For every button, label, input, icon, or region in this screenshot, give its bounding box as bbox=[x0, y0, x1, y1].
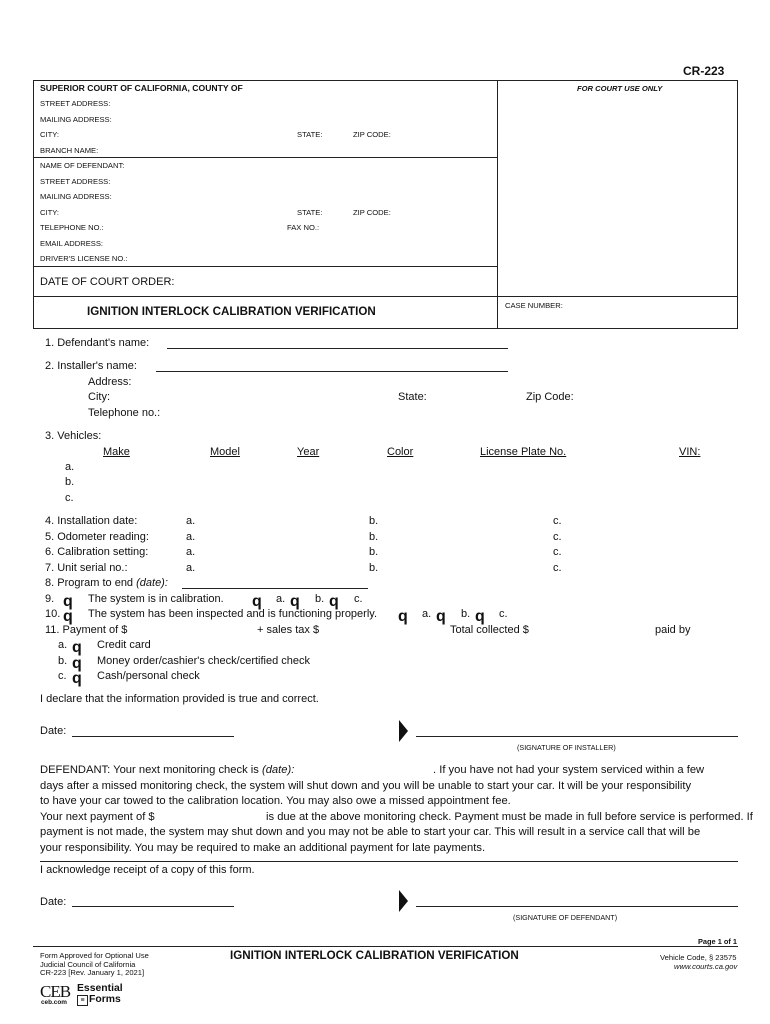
def-state-label: STATE: bbox=[297, 208, 323, 217]
item-8-text: 8. Program to end bbox=[45, 577, 137, 589]
col-plate: License Plate No. bbox=[480, 446, 567, 458]
form-approved-text: Form Approved for Optional Use bbox=[40, 951, 149, 960]
defendant-name-label: NAME OF DEFENDANT: bbox=[40, 161, 125, 170]
installer-name-field[interactable] bbox=[156, 371, 508, 372]
vehicle-code-text: Vehicle Code, § 23575 bbox=[660, 953, 737, 962]
row7-b: b. bbox=[369, 562, 379, 574]
telephone-label: TELEPHONE NO.: bbox=[40, 223, 104, 232]
sign-here-arrow-icon bbox=[399, 720, 408, 742]
installer-address-label: Address: bbox=[88, 376, 132, 388]
col-vin: VIN: bbox=[679, 446, 701, 458]
installer-state-label: State: bbox=[398, 391, 427, 403]
court-use-divider bbox=[497, 80, 498, 328]
row4-a: a. bbox=[186, 515, 196, 527]
col-make: Make bbox=[103, 446, 130, 458]
checkbox-credit-card[interactable]: q bbox=[72, 639, 82, 656]
item-9-a: a. bbox=[276, 593, 286, 605]
footer-form-title: IGNITION INTERLOCK CALIBRATION VERIFICATION bbox=[230, 949, 519, 962]
def-zip-label: ZIP CODE: bbox=[353, 208, 391, 217]
program-end-date-field[interactable] bbox=[182, 588, 368, 589]
payment-a-label: a. bbox=[58, 639, 68, 651]
for-court-use-label: FOR COURT USE ONLY bbox=[577, 84, 663, 93]
defendant-date-label: Date: bbox=[40, 896, 67, 908]
payment-c-label: c. bbox=[58, 670, 67, 682]
defendant-date-field[interactable] bbox=[72, 906, 234, 907]
total-collected-label: Total collected $ bbox=[450, 624, 529, 636]
notice-line-1-post: . If you have not had your system serviced within a few bbox=[433, 764, 705, 776]
form-title: IGNITION INTERLOCK CALIBRATION VERIFICATION bbox=[87, 305, 376, 318]
logo-essential-text: Essential bbox=[77, 983, 123, 994]
sales-tax-label: + sales tax $ bbox=[257, 624, 320, 636]
installer-city-label: City: bbox=[88, 391, 110, 403]
row5-a: a. bbox=[186, 531, 196, 543]
checkbox-item-9-b[interactable]: q bbox=[290, 593, 300, 610]
item-5-label: 5. Odometer reading: bbox=[45, 531, 149, 543]
defendant-name-field[interactable] bbox=[167, 348, 508, 349]
notice-line-6: your responsibility. You may be required to make an additional payment for late payments. bbox=[40, 842, 486, 854]
item-6-label: 6. Calibration setting: bbox=[45, 546, 149, 558]
item-10-c: c. bbox=[499, 608, 508, 620]
notice-line-3: to have your car towed to the calibration location. You may also owe a missed appointment fee. bbox=[40, 795, 511, 807]
vehicle-c-label: c. bbox=[65, 492, 74, 504]
def-mailing-label: MAILING ADDRESS: bbox=[40, 192, 112, 201]
item-4-label: 4. Installation date: bbox=[45, 515, 138, 527]
logo-ceb-text: CEB bbox=[40, 982, 71, 1001]
sign-here-arrow-icon bbox=[399, 890, 408, 912]
def-street-label: STREET ADDRESS: bbox=[40, 177, 111, 186]
revision-text: CR-223 [Rev. January 1, 2021] bbox=[40, 968, 145, 977]
row7-a: a. bbox=[186, 562, 196, 574]
notice-line-1 bbox=[40, 763, 294, 779]
case-number-label: CASE NUMBER: bbox=[505, 301, 563, 310]
cash-label: Cash/personal check bbox=[97, 670, 200, 682]
installer-date-field[interactable] bbox=[72, 736, 234, 737]
courts-url-text: www.courts.ca.gov bbox=[674, 962, 738, 971]
vehicle-b-label: b. bbox=[65, 476, 75, 488]
paid-by-label: paid by bbox=[655, 624, 691, 636]
form-number: CR-223 bbox=[683, 64, 725, 78]
col-color: Color bbox=[387, 446, 414, 458]
item-9-c: c. bbox=[354, 593, 363, 605]
row6-c: c. bbox=[553, 546, 562, 558]
item-8-date: (date): bbox=[136, 577, 168, 589]
checkbox-item-10[interactable]: q bbox=[63, 608, 73, 625]
date-of-court-order-label: DATE OF COURT ORDER: bbox=[40, 276, 175, 288]
notice-line-5: payment is not made, the system may shut down and you may not be able to start your car. This will result in a service call that will be bbox=[40, 826, 701, 838]
item-1-label: 1. Defendant's name: bbox=[45, 337, 150, 349]
header-right-border bbox=[737, 80, 738, 328]
defendant-signature-field[interactable] bbox=[416, 906, 738, 907]
col-model: Model bbox=[210, 446, 240, 458]
row7-c: c. bbox=[553, 562, 562, 574]
item-9-text: The system is in calibration. bbox=[88, 593, 224, 605]
payment-b-label: b. bbox=[58, 655, 68, 667]
checkbox-item-9[interactable]: q bbox=[63, 593, 73, 610]
item-8-label bbox=[45, 577, 168, 589]
notice-line-4-post: is due at the above monitoring check. Payment must be made in full before service is performed. If bbox=[266, 811, 753, 823]
branch-label: BRANCH NAME: bbox=[40, 146, 99, 155]
item-10-number: 10. bbox=[45, 608, 61, 620]
notice-divider bbox=[40, 861, 738, 862]
logo-forms-text: Forms bbox=[89, 994, 121, 1005]
item-2-label: 2. Installer's name: bbox=[45, 360, 137, 372]
acknowledge-text: I acknowledge receipt of a copy of this form. bbox=[40, 864, 255, 876]
checkbox-money-order[interactable]: q bbox=[72, 655, 82, 672]
installer-date-label: Date: bbox=[40, 725, 67, 737]
court-name-label: SUPERIOR COURT OF CALIFORNIA, COUNTY OF bbox=[40, 83, 243, 93]
judicial-council-text: Judicial Council of California bbox=[40, 960, 136, 969]
installer-telephone-label: Telephone no.: bbox=[88, 407, 161, 419]
footer-divider bbox=[33, 946, 738, 947]
item-9-b: b. bbox=[315, 593, 325, 605]
notice-line-1-date: (date): bbox=[261, 764, 295, 776]
street-address-label: STREET ADDRESS: bbox=[40, 99, 111, 108]
page-number: Page 1 of 1 bbox=[698, 937, 738, 946]
item-10-b: b. bbox=[461, 608, 471, 620]
row4-c: c. bbox=[553, 515, 562, 527]
checkbox-item-9-c[interactable]: q bbox=[329, 593, 339, 610]
vehicle-a-label: a. bbox=[65, 461, 75, 473]
header-left-border bbox=[33, 80, 34, 328]
row6-b: b. bbox=[369, 546, 379, 558]
title-section-divider bbox=[33, 296, 738, 297]
item-7-label: 7. Unit serial no.: bbox=[45, 562, 128, 574]
row6-a: a. bbox=[186, 546, 196, 558]
header-bottom-border bbox=[33, 328, 738, 329]
installer-signature-label: (SIGNATURE OF INSTALLER) bbox=[517, 743, 616, 752]
money-order-label: Money order/cashier's check/certified check bbox=[97, 655, 311, 667]
email-label: EMAIL ADDRESS: bbox=[40, 239, 104, 248]
defendant-signature-label: (SIGNATURE OF DEFENDANT) bbox=[513, 913, 618, 922]
installer-zip-label: Zip Code: bbox=[526, 391, 574, 403]
item-10-a: a. bbox=[422, 608, 432, 620]
row4-b: b. bbox=[369, 515, 379, 527]
checkbox-item-10-a[interactable]: q bbox=[398, 608, 408, 625]
court-section-divider bbox=[33, 157, 497, 158]
col-year: Year bbox=[297, 446, 320, 458]
item-11-label: 11. Payment of $ bbox=[45, 624, 128, 636]
row5-b: b. bbox=[369, 531, 379, 543]
notice-line-2: days after a missed monitoring check, the system will shut down and you will be unable to start your car. It will be your responsibility bbox=[40, 780, 692, 792]
notice-line-1-pre: DEFENDANT: Your next monitoring check is bbox=[40, 764, 262, 776]
notice-line-4-pre: Your next payment of $ bbox=[40, 811, 155, 823]
fax-label: FAX NO.: bbox=[287, 223, 320, 232]
item-10-text: The system has been inspected and is functioning properly. bbox=[88, 608, 378, 620]
declaration-text: I declare that the information provided is true and correct. bbox=[40, 693, 319, 705]
logo-ef-icon: ≡ bbox=[77, 995, 88, 1006]
installer-signature-field[interactable] bbox=[416, 736, 738, 737]
state-label: STATE: bbox=[297, 130, 323, 139]
credit-card-label: Credit card bbox=[97, 639, 151, 651]
row5-c: c. bbox=[553, 531, 562, 543]
logo-site-text: ceb.com bbox=[41, 999, 67, 1006]
def-city-label: CITY: bbox=[40, 208, 59, 217]
item-3-label: 3. Vehicles: bbox=[45, 430, 102, 442]
ceb-essential-forms-logo bbox=[40, 982, 130, 1008]
city-label: CITY: bbox=[40, 130, 59, 139]
header-top-border bbox=[33, 80, 738, 81]
checkbox-item-10-c[interactable]: q bbox=[475, 608, 485, 625]
item-9-number: 9. bbox=[45, 593, 55, 605]
zip-label: ZIP CODE: bbox=[353, 130, 391, 139]
checkbox-item-9-a[interactable]: q bbox=[252, 593, 262, 610]
checkbox-item-10-b[interactable]: q bbox=[436, 608, 446, 625]
license-label: DRIVER'S LICENSE NO.: bbox=[40, 254, 128, 263]
defendant-section-divider bbox=[33, 266, 497, 267]
checkbox-cash[interactable]: q bbox=[72, 670, 82, 687]
mailing-address-label: MAILING ADDRESS: bbox=[40, 115, 112, 124]
